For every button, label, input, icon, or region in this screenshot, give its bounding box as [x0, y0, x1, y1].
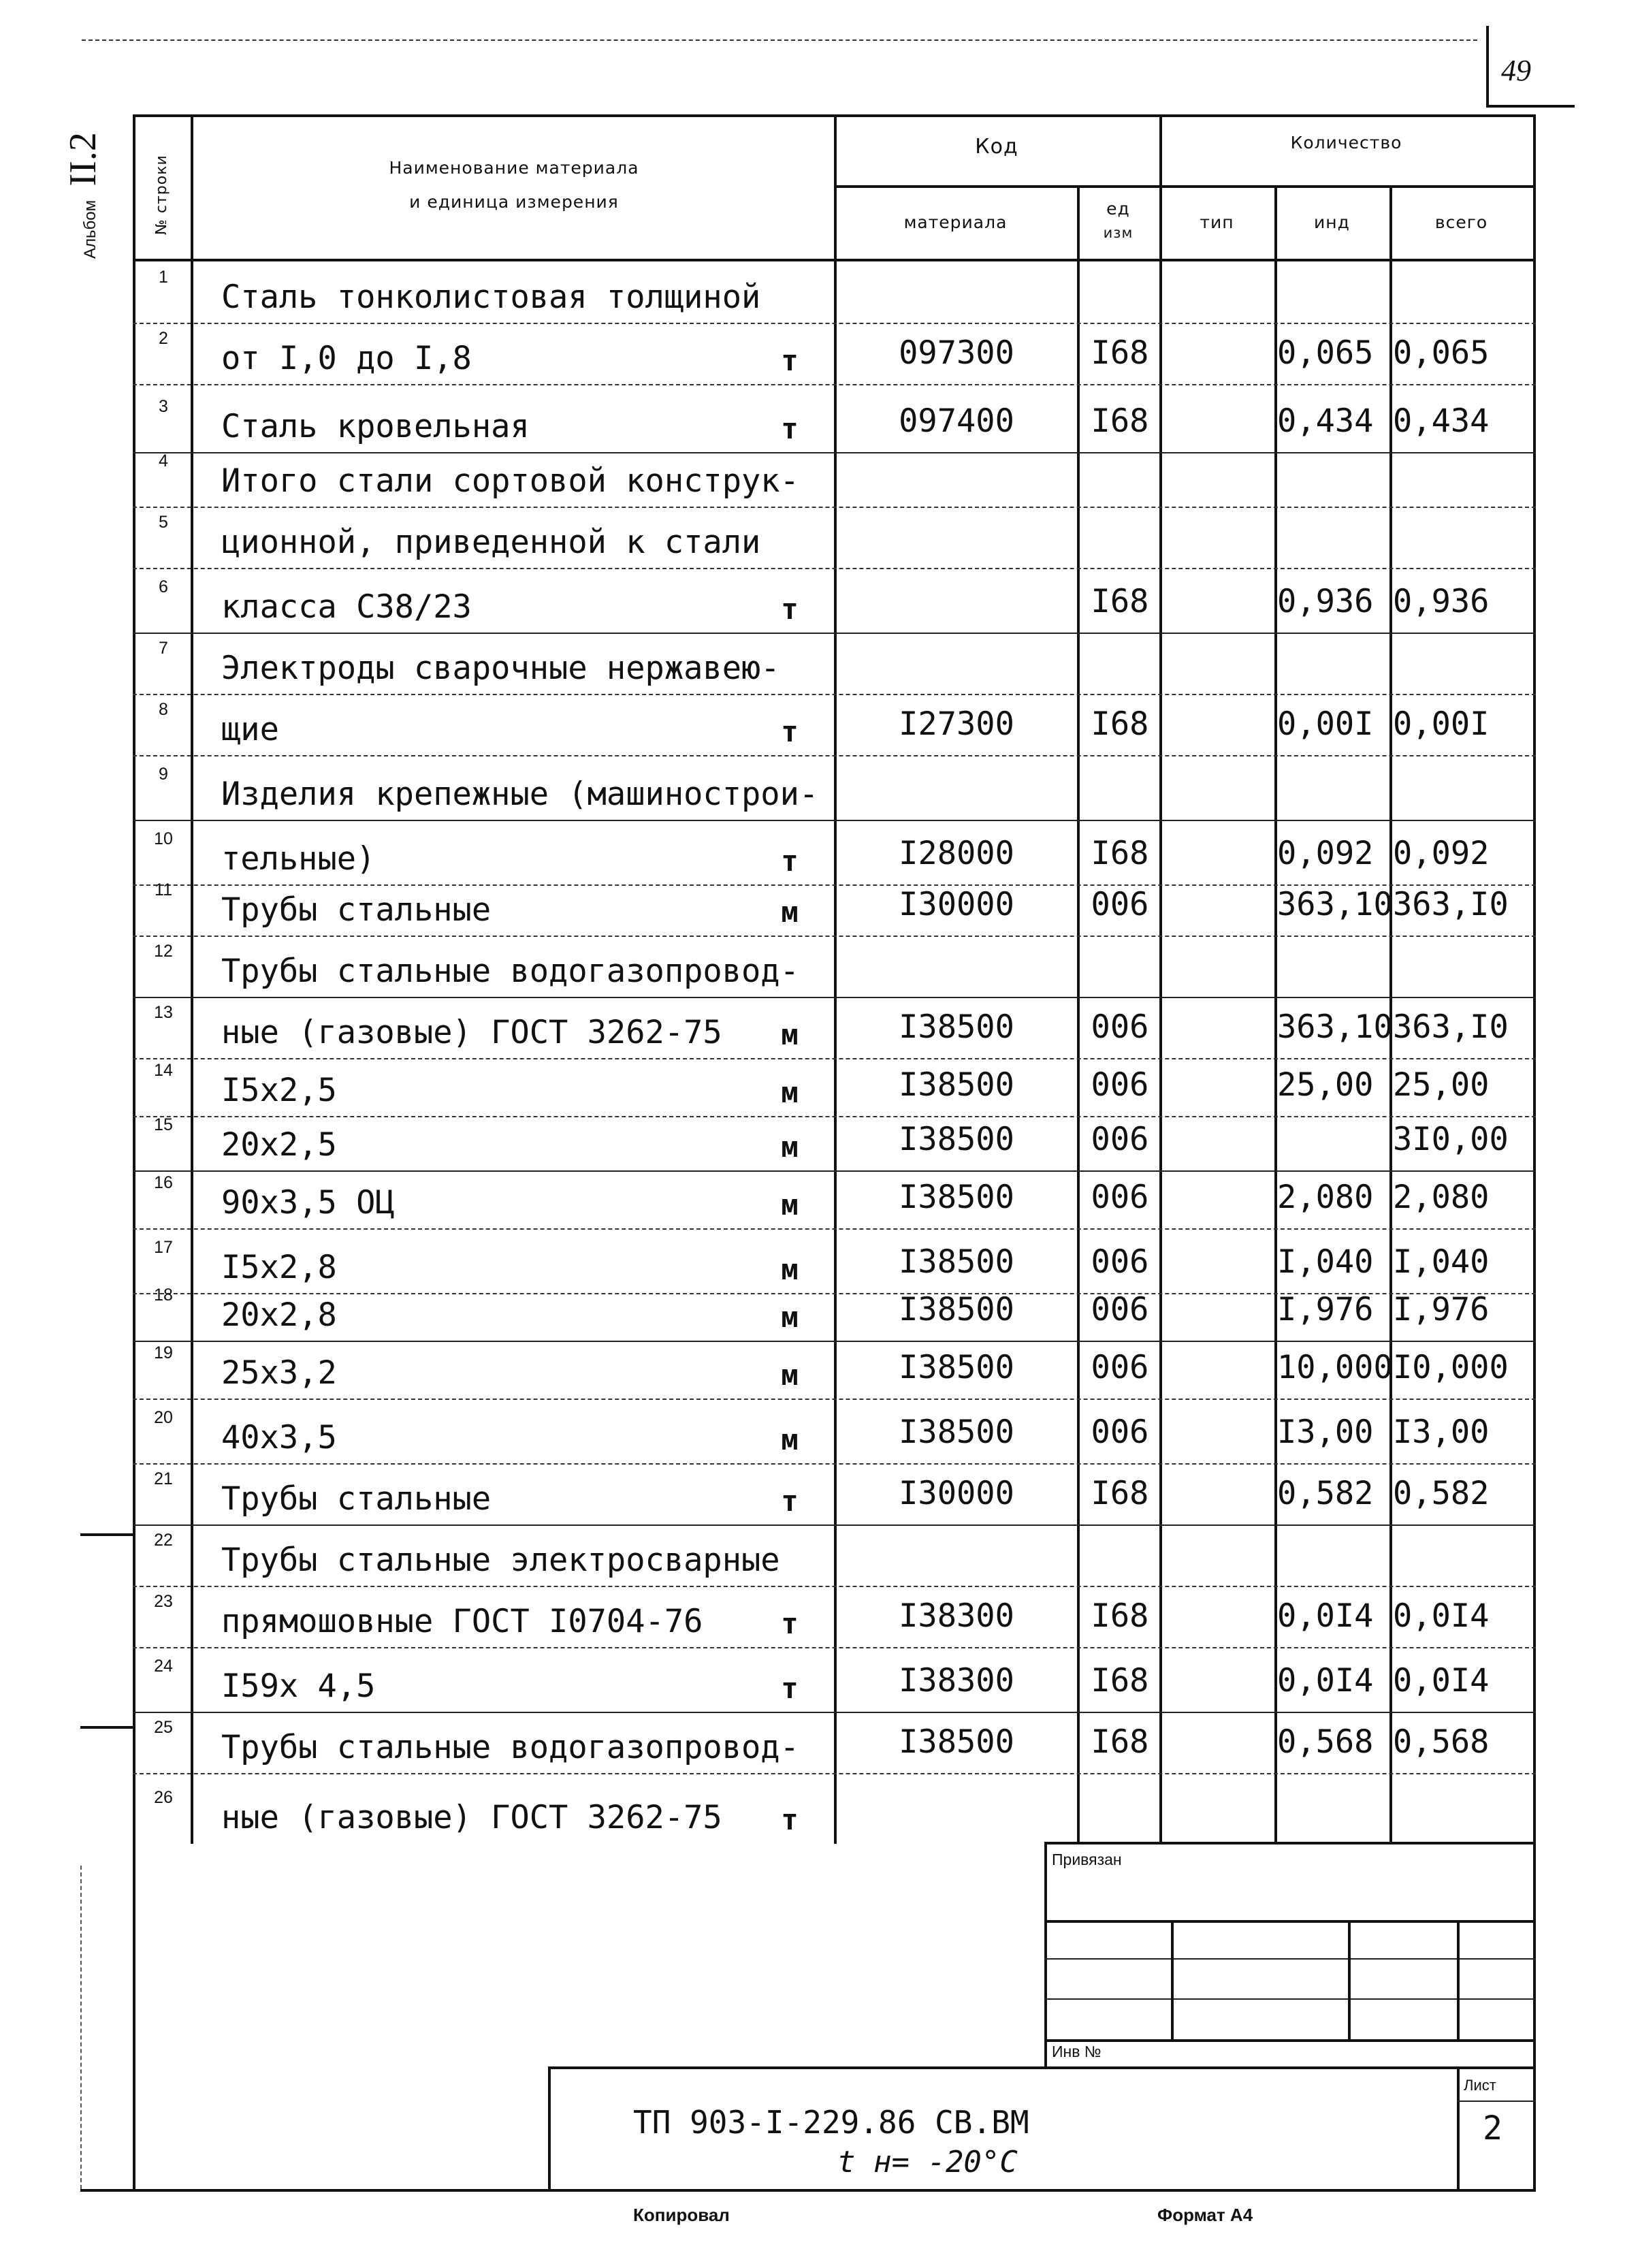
- cell-name: Трубы стальные электросварные: [221, 1542, 780, 1579]
- cell-n: 3: [159, 397, 168, 416]
- cell-ind: 0,065: [1277, 334, 1374, 372]
- cell-n: 13: [154, 1003, 173, 1022]
- row-separator: [133, 694, 1536, 695]
- cell-total: 3I0,00: [1393, 1121, 1509, 1158]
- cell-total: 0,065: [1393, 334, 1490, 372]
- cell-n: 26: [154, 1788, 173, 1807]
- cell-code: I38500: [899, 1243, 1014, 1281]
- cell-ed: I68: [1091, 1475, 1149, 1512]
- cell-unit: т: [781, 344, 799, 377]
- cell-name: 20x2,5: [221, 1126, 337, 1164]
- cell-n: 14: [154, 1061, 173, 1080]
- cell-name: Трубы стальные: [221, 1480, 492, 1518]
- cell-n: 9: [159, 765, 168, 784]
- cell-n: 2: [159, 329, 168, 348]
- cell-n: 5: [159, 513, 168, 532]
- row-separator: [133, 452, 1536, 453]
- cell-n: 6: [159, 577, 168, 596]
- cell-code: I38500: [899, 1008, 1014, 1046]
- header-quantity: Количество: [1290, 133, 1402, 153]
- page-number-box-border: [1486, 26, 1489, 106]
- sheet-box-mid: [1457, 2101, 1536, 2102]
- album-label-value: II.2: [62, 132, 104, 187]
- row-separator: [133, 1524, 1536, 1526]
- cell-ed: I68: [1091, 583, 1149, 620]
- cell-code: I38500: [899, 1179, 1014, 1216]
- cell-total: 0,936: [1393, 583, 1490, 620]
- cell-name: щие: [221, 711, 279, 748]
- header-code-unit-2: изм: [1103, 225, 1133, 241]
- cell-n: 21: [154, 1469, 173, 1488]
- cell-name: Трубы стальные водогазопровод-: [221, 953, 799, 990]
- cell-ed: I68: [1091, 334, 1149, 372]
- header-name-line1: Наименование материала: [389, 158, 639, 178]
- cell-n: 19: [154, 1343, 173, 1362]
- row-separator: [133, 1647, 1536, 1648]
- sheet-box-left: [1457, 2066, 1460, 2191]
- cell-n: 16: [154, 1173, 173, 1192]
- cell-unit: т: [781, 1803, 799, 1836]
- cell-ind: 363,10: [1277, 1008, 1393, 1046]
- row-separator: [133, 633, 1536, 634]
- header-qty-type: тип: [1200, 212, 1234, 232]
- cell-total: 25,00: [1393, 1066, 1490, 1104]
- col-line-num: [191, 114, 193, 1844]
- cell-n: 25: [154, 1718, 173, 1737]
- stamp-temperature: t н= -20°С: [837, 2145, 1018, 2179]
- cell-unit: м: [781, 1358, 799, 1392]
- cell-unit: м: [781, 1076, 799, 1109]
- album-label-text: Альбом: [81, 199, 99, 259]
- cell-code: 097300: [899, 334, 1014, 372]
- cell-unit: м: [781, 1130, 799, 1164]
- row-separator: [133, 1116, 1536, 1117]
- cell-ed: 006: [1091, 886, 1149, 923]
- cell-ed: I68: [1091, 1723, 1149, 1761]
- cell-n: 4: [159, 451, 168, 470]
- cell-ed: I68: [1091, 402, 1149, 440]
- cell-name: Сталь тонколистовая толщиной: [221, 278, 761, 316]
- cell-ind: I,976: [1277, 1291, 1374, 1328]
- cell-ind: 0,00I: [1277, 705, 1374, 743]
- stamp-top-line: [1044, 1842, 1536, 1844]
- cell-total: 0,00I: [1393, 705, 1490, 743]
- stamp-line-4: [1044, 2039, 1536, 2042]
- cell-unit: м: [781, 1188, 799, 1221]
- cell-code: I38500: [899, 1413, 1014, 1451]
- cell-ed: 006: [1091, 1413, 1149, 1451]
- cell-code: I30000: [899, 886, 1014, 923]
- cell-total: 0,0I4: [1393, 1662, 1490, 1699]
- cell-code: I38500: [899, 1291, 1014, 1328]
- cell-total: I0,000: [1393, 1349, 1509, 1386]
- cell-ed: I68: [1091, 1597, 1149, 1635]
- stamp-line-2: [1044, 1958, 1536, 1960]
- cell-n: 23: [154, 1592, 173, 1611]
- cell-n: 20: [154, 1408, 173, 1427]
- stamp-col-1: [1171, 1920, 1174, 2039]
- cell-name: ционной, приведенной к стали: [221, 524, 761, 561]
- cell-code: I28000: [899, 835, 1014, 872]
- stamp-left-line: [1044, 1842, 1047, 2066]
- cell-ed: 006: [1091, 1243, 1149, 1281]
- cell-unit: т: [781, 1607, 799, 1640]
- doc-block-top: [548, 2066, 1536, 2069]
- page-number: 49: [1501, 54, 1531, 87]
- cell-ind: 0,0I4: [1277, 1597, 1374, 1635]
- cell-code: I38500: [899, 1349, 1014, 1386]
- footer-format: Формат А4: [1157, 2205, 1253, 2225]
- cell-code: I38500: [899, 1723, 1014, 1761]
- stamp-sheet-number: 2: [1483, 2109, 1502, 2147]
- cell-total: 0,0I4: [1393, 1597, 1490, 1635]
- cell-name: ные (газовые) ГОСТ 3262-75: [221, 1014, 722, 1051]
- stamp-sheet-label: Лист: [1464, 2077, 1496, 2094]
- row-separator: [133, 820, 1536, 821]
- cell-ind: I,040: [1277, 1243, 1374, 1281]
- row-separator: [133, 997, 1536, 998]
- cell-ind: 0,582: [1277, 1475, 1374, 1512]
- row-separator: [133, 384, 1536, 385]
- cell-n: 1: [159, 268, 168, 287]
- stamp-col-3: [1457, 1920, 1460, 2039]
- row-separator: [133, 1773, 1536, 1774]
- cell-name: ные (газовые) ГОСТ 3262-75: [221, 1799, 722, 1836]
- row-separator: [133, 936, 1536, 937]
- row-separator: [133, 323, 1536, 324]
- row-separator: [133, 1463, 1536, 1465]
- cell-total: 0,434: [1393, 402, 1490, 440]
- stamp-line-3: [1044, 1998, 1536, 2000]
- col-line-code: [1077, 185, 1080, 1844]
- cell-unit: м: [781, 895, 799, 929]
- frame-bottom: [80, 2189, 1536, 2192]
- doc-block-left: [548, 2066, 551, 2191]
- cell-ind: 0,568: [1277, 1723, 1374, 1761]
- row-separator: [133, 568, 1536, 569]
- header-bottom-line: [133, 259, 1536, 261]
- cell-ed: I68: [1091, 1662, 1149, 1699]
- header-mid-line: [834, 185, 1536, 188]
- cell-n: 8: [159, 700, 168, 719]
- header-row-number: № строки: [153, 155, 170, 235]
- row-separator: [133, 1712, 1536, 1713]
- margin-tick-2: [80, 1726, 133, 1729]
- cell-code: I38300: [899, 1597, 1014, 1635]
- cell-unit: т: [781, 1484, 799, 1518]
- cell-ed: I68: [1091, 705, 1149, 743]
- cell-total: 0,582: [1393, 1475, 1490, 1512]
- cell-name: I5x2,5: [221, 1072, 337, 1109]
- stamp-privyazan: Привязан: [1052, 1851, 1122, 1868]
- cell-code: I30000: [899, 1475, 1014, 1512]
- cell-n: 15: [154, 1115, 173, 1134]
- cell-ind: 25,00: [1277, 1066, 1374, 1104]
- stamp-doc-code: ТП 903-I-229.86 СВ.ВМ: [633, 2104, 1029, 2141]
- header-qty-total: всего: [1434, 212, 1488, 232]
- cell-n: 22: [154, 1531, 173, 1550]
- header-name-line2: и единица измерения: [409, 192, 619, 212]
- cell-unit: м: [781, 1423, 799, 1456]
- cell-ed: 006: [1091, 1349, 1149, 1386]
- col-line-ed: [1159, 114, 1162, 1844]
- cell-ed: I68: [1091, 835, 1149, 872]
- cell-name: 40x3,5: [221, 1419, 337, 1456]
- cell-n: 7: [159, 639, 168, 658]
- header-code-material: материала: [903, 212, 1008, 232]
- cell-n: 11: [155, 880, 172, 899]
- row-separator: [133, 755, 1536, 756]
- cell-unit: м: [781, 1300, 799, 1334]
- cell-unit: т: [781, 715, 799, 748]
- cell-name: 90x3,5 ОЦ: [221, 1184, 395, 1221]
- header-qty-ind: инд: [1314, 212, 1350, 232]
- cell-total: 0,568: [1393, 1723, 1490, 1761]
- cell-name: I5x2,8: [221, 1249, 337, 1286]
- cell-code: I27300: [899, 705, 1014, 743]
- album-label: [61, 132, 105, 259]
- row-separator: [133, 1341, 1536, 1342]
- cell-total: I,976: [1393, 1291, 1490, 1328]
- cell-total: 0,092: [1393, 835, 1490, 872]
- cell-unit: м: [781, 1018, 799, 1051]
- cell-unit: т: [781, 844, 799, 878]
- cell-name: Трубы стальные водогазопровод-: [221, 1729, 799, 1766]
- cell-code: 097400: [899, 402, 1014, 440]
- cell-name: класса С38/23: [221, 588, 472, 626]
- cell-name: от I,0 до I,8: [221, 340, 472, 377]
- col-line-name: [834, 114, 837, 1844]
- stamp-inv-no: Инв №: [1052, 2043, 1102, 2060]
- cell-code: I38500: [899, 1121, 1014, 1158]
- binding-margin-line: [80, 1866, 82, 2189]
- cell-name: 25x3,2: [221, 1354, 337, 1392]
- row-separator: [133, 1058, 1536, 1059]
- cell-unit: т: [781, 1672, 799, 1705]
- cell-code: I38500: [899, 1066, 1014, 1104]
- cell-n: 18: [154, 1285, 173, 1305]
- cell-total: I3,00: [1393, 1413, 1490, 1451]
- cell-code: I38300: [899, 1662, 1014, 1699]
- cell-ed: 006: [1091, 1291, 1149, 1328]
- cell-total: 363,I0: [1393, 886, 1509, 923]
- cell-ed: 006: [1091, 1179, 1149, 1216]
- cell-name: прямошовные ГОСТ I0704-76: [221, 1603, 703, 1640]
- header-code-unit-1: ед: [1106, 199, 1130, 219]
- cell-name: Итого стали сортовой конструк-: [221, 462, 799, 500]
- cell-total: 2,080: [1393, 1179, 1490, 1216]
- page-number-box-bottom: [1486, 105, 1575, 108]
- cell-name: 20x2,8: [221, 1296, 337, 1334]
- footer-copied: Копировал: [633, 2205, 730, 2225]
- stamp-col-2: [1348, 1920, 1351, 2039]
- cell-name: Сталь кровельная: [221, 408, 530, 445]
- cell-ind: 0,0I4: [1277, 1662, 1374, 1699]
- row-separator: [133, 507, 1536, 508]
- cell-n: 12: [154, 942, 173, 961]
- cell-ed: 006: [1091, 1008, 1149, 1046]
- cell-unit: м: [781, 1253, 799, 1286]
- cell-unit: т: [781, 592, 799, 626]
- cell-ed: 006: [1091, 1121, 1149, 1158]
- cell-ind: I3,00: [1277, 1413, 1374, 1451]
- cell-ed: 006: [1091, 1066, 1149, 1104]
- row-separator: [133, 1228, 1536, 1230]
- cell-ind: 0,092: [1277, 835, 1374, 872]
- row-separator: [133, 1170, 1536, 1172]
- cell-ind: 0,434: [1277, 402, 1374, 440]
- cell-name: тельные): [221, 840, 376, 878]
- row-separator: [133, 1586, 1536, 1587]
- stamp-line-1: [1044, 1920, 1536, 1923]
- cell-unit: т: [781, 412, 799, 445]
- cell-name: Изделия крепежные (машинострои-: [221, 776, 819, 813]
- cell-ind: 2,080: [1277, 1179, 1374, 1216]
- cell-n: 24: [154, 1657, 173, 1676]
- cell-n: 10: [154, 829, 173, 848]
- header-code: Код: [975, 135, 1018, 159]
- frame-right: [1533, 114, 1536, 2191]
- cell-name: Электроды сварочные нержавею-: [221, 650, 780, 687]
- frame-left: [133, 114, 135, 2191]
- cell-ind: 0,936: [1277, 583, 1374, 620]
- margin-tick-1: [80, 1533, 133, 1536]
- cell-name: I59x 4,5: [221, 1667, 376, 1705]
- cell-ind: 10,000: [1277, 1349, 1393, 1386]
- cell-ind: 363,10: [1277, 886, 1393, 923]
- cell-n: 17: [154, 1238, 173, 1257]
- row-separator: [133, 1399, 1536, 1400]
- cell-total: 363,I0: [1393, 1008, 1509, 1046]
- cell-name: Трубы стальные: [221, 891, 492, 929]
- cell-total: I,040: [1393, 1243, 1490, 1281]
- top-edge-line: [82, 39, 1477, 41]
